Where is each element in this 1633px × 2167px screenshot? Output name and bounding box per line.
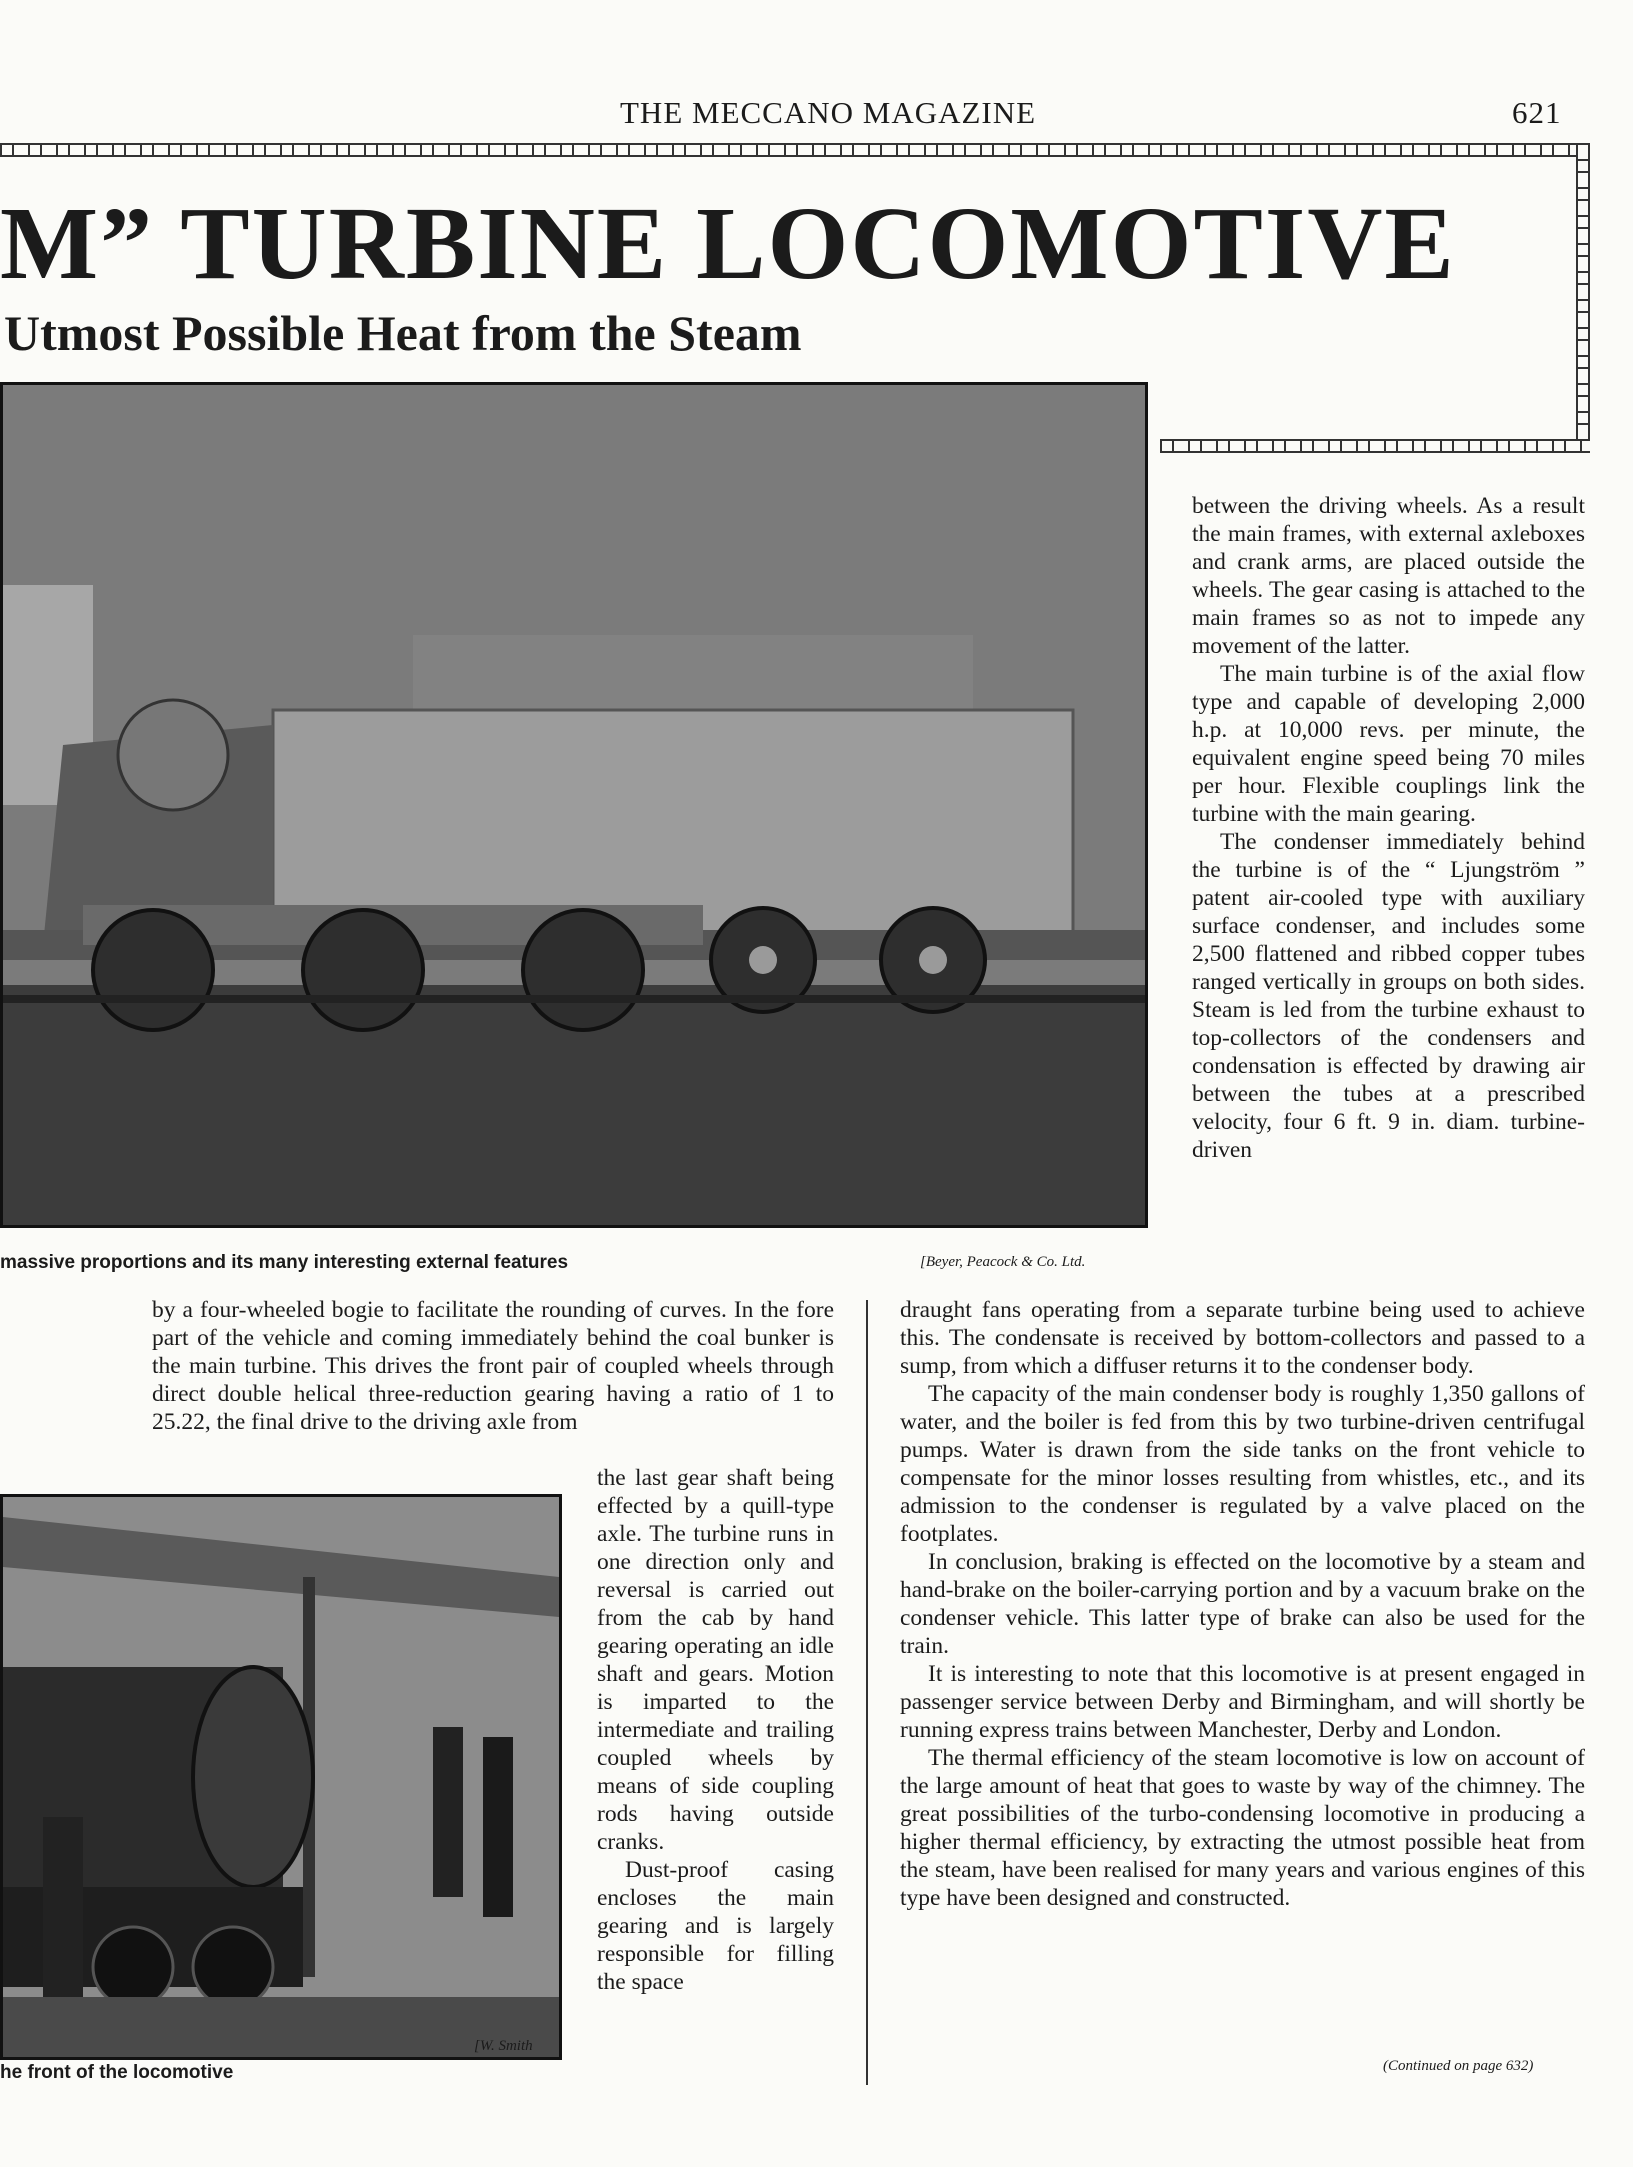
paragraph: It is interesting to note that this locomotive is at present engaged in passenger service between Derby and Birmingham, and will shortly be running express trains between Manchester, Derby and London.: [900, 1661, 1585, 1743]
paragraph: by a four-wheeled bogie to facilitate the rounding of curves. In the fore part of the vehicle and coming immediately behind the coal bunker is the main turbine. This drives the front pair of coupled wheels through direct double helical three-reduction gearing having a ratio of 1 to 25.22, the final drive to the driving axle from: [152, 1297, 834, 1435]
continued-note: (Continued on page 632): [1383, 2058, 1534, 2074]
page-number: 621: [1512, 95, 1562, 130]
decorative-border-right: [1576, 143, 1590, 453]
locomotive-photo: [0, 382, 1148, 1228]
article-subtitle: Utmost Possible Heat from the Steam: [4, 305, 802, 361]
paragraph: the last gear shaft being effected by a quill-type axle. The turbine runs in one direction only and reversal is carried out from the cab by hand gearing operating an idle shaft and gears. Motion is imparted to the intermediate and trailing coupled wheels by means of side coupling rods having outside cranks.: [597, 1465, 834, 1855]
paragraph: Dust-proof casing encloses the main gearing and is largely responsible for filling the space: [597, 1857, 834, 1995]
turbine-locomotive-illustration: [3, 385, 1145, 1225]
right-column-top: [1192, 492, 1585, 1164]
figure2-credit: [W. Smith: [474, 2038, 533, 2054]
magazine-title: THE MECCANO MAGAZINE: [620, 95, 1037, 130]
paragraph: The thermal efficiency of the steam locomotive is low on account of the large amount of heat that goes to waste by way of the chimney. The great possibilities of the turbo-condensing locomotive in producing a higher thermal efficiency, by extracting the utmost possible heat from the steam, have been realised for many years and various engines of this type have been designed and constructed.: [900, 1745, 1585, 1911]
decorative-border-bottom: [1160, 439, 1590, 453]
figure2-caption: he front of the locomotive: [0, 2062, 234, 2083]
paragraph: The capacity of the main condenser body is roughly 1,350 gallons of water, and the boiler is fed from this by two turbine-driven centrifugal pumps. Water is drawn from the side tanks on the front vehicle to compensate for the minor losses resulting from whistles, etc., and its admission to the condenser is regulated by a valve placed on the footplates.: [900, 1381, 1585, 1547]
middle-column-narrow: [597, 1464, 834, 1996]
column-divider: [866, 1300, 868, 2085]
figure1-caption: massive proportions and its many interesting external features: [0, 1252, 569, 1273]
decorative-border-top: [0, 143, 1590, 157]
locomotive-front-photo: [0, 1494, 562, 2060]
paragraph: draught fans operating from a separate turbine being used to achieve this. The condensate is received by bottom-collectors and passed to a sump, from which a diffuser returns it to the condenser body.: [900, 1297, 1585, 1379]
paragraph: The condenser immediately behind the turbine is of the “ Ljungström ” patent air-cooled type with auxiliary surface condenser, and includes some 2,500 flattened and ribbed copper tubes ranged vertically in groups on both sides. Steam is led from the turbine exhaust to top-collectors of the condensers and condensation is effected by drawing air between the tubes at a prescribed velocity, four 6 ft. 9 in. diam. turbine-driven: [1192, 829, 1585, 1163]
paragraph: The main turbine is of the axial flow type and capable of developing 2,000 h.p. at 10,000 revs. per minute, the equivalent engine speed being 70 miles per hour. Flexible couplings link the turbine with the main gearing.: [1192, 661, 1585, 827]
article-title: M” TURBINE LOCOMOTIVE: [0, 186, 1456, 301]
paragraph: In conclusion, braking is effected on the locomotive by a steam and hand-brake on the boiler-carrying portion and by a vacuum brake on the condenser vehicle. This latter type of brake can also be used for the train.: [900, 1549, 1585, 1659]
paragraph: between the driving wheels. As a result the main frames, with external axleboxes and crank arms, are placed outside the wheels. The gear casing is attached to the main frames so as not to impede any movement of the latter.: [1192, 493, 1585, 659]
middle-column-wide: [152, 1296, 834, 1436]
right-column-bottom: [900, 1296, 1585, 1912]
figure1-credit: [Beyer, Peacock & Co. Ltd.: [920, 1254, 1086, 1270]
locomotive-front-illustration: [3, 1497, 559, 2057]
